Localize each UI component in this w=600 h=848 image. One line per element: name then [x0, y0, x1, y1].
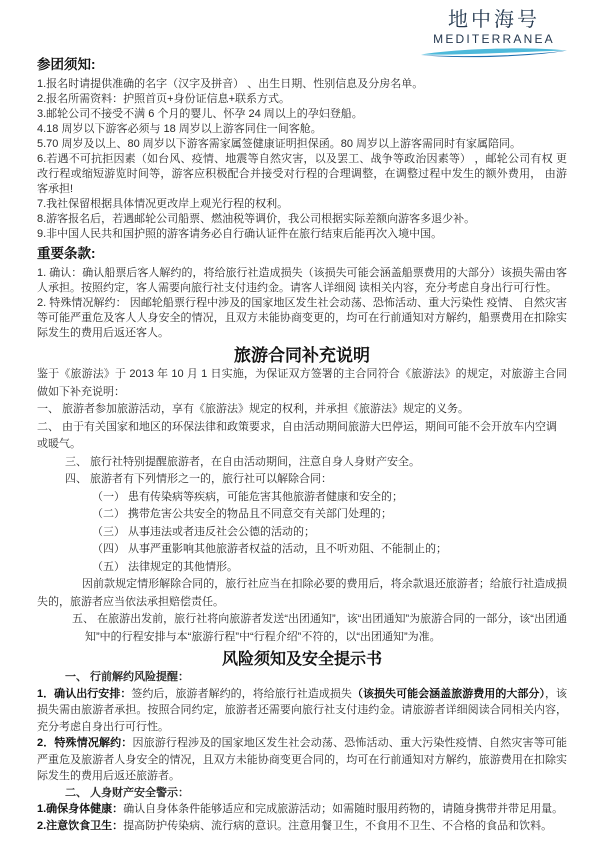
supplement-subitem-2: （二） 携带危害公共安全的物品且不同意交有关部门处理的；	[92, 508, 393, 520]
risk-title: 风险须知及安全提示书	[221, 651, 382, 668]
notice-item-2: 2.报名所需资料：护照首页+身份证信息+联系方式。	[37, 93, 291, 105]
risk-safety-2-text: 提高防护传染病、流行病的意识。注意用餐卫生，不食用不卫生、不合格的食品和饮料。	[123, 819, 553, 832]
notice-item-6: 6.若遇不可抗拒因素（如台风、疫情、地震等自然灾害，以及罢工、战争等政治因素等） ，邮轮公司有权 更改行程或缩短游览时间等，游客应积极配合并接受对行程的合理调整，在调整过程中发生的额外费用， 由游客承担!	[37, 153, 567, 195]
notice-item-4: 4.18 周岁以下游客必须与 18 周岁以上游客同住一间客舱。	[37, 123, 322, 135]
supplement-intro: 鉴于《旅游法》于 2013 年 10 月 1 日实施，为保证双方签署的主合同符合《旅游法》的规定，对旅游主合同做如下补充说明：	[37, 368, 567, 398]
logo-wave-icon	[419, 47, 569, 58]
notice-item-9: 9.非中国人民共和国护照的游客请务必自行确认证件在旅行结束后能再次入境中国。	[37, 228, 443, 240]
supplement-item-4-note: 因前款规定情形解除合同的，旅行社应当在扣除必要的费用后，将余款退还旅游者；给旅行社造成损失的，旅游者应当依法承担赔偿责任。	[37, 578, 567, 608]
notice-item-7: 7.我社保留根据具体情况更改岸上观光行程的权利。	[37, 198, 289, 210]
risk-item-1-label: 1．确认出行安排：	[37, 687, 132, 700]
risk-item-2	[37, 735, 567, 785]
brand-name-cn: 地中海号	[448, 9, 540, 31]
notice-item-3: 3.邮轮公司不接受不满 6 个月的婴儿、怀孕 24 周以上的孕妇登船。	[37, 108, 363, 120]
supplement-item-2: 二、 由于有关国家和地区的环保法律和政策要求，自由活动期间旅游大巴停运，期间可能不会开放车内空调或暖气。	[37, 420, 558, 450]
risk-item-1-text1: 签约后，旅游者解约的，将给旅行社造成损失	[131, 687, 352, 700]
notice-item-1: 1.报名时请提供准确的名字（汉字及拼音） 、出生日期、性别信息及分房名单。	[37, 78, 424, 90]
risk-item-1	[37, 686, 567, 736]
supplement-subitem-5: （五） 法律规定的其他情形。	[92, 560, 239, 573]
risk-item-1-bold: （该损失可能会涵盖旅游费用的大部分）	[351, 687, 545, 700]
risk-safety-1	[37, 801, 567, 818]
risk-item-1-text2: ，该损失需由旅游者承担。按照合同约定，旅游者还需要向旅行社支付违约金。请旅游者详细阅读合同相关内容，充分考虑自身出行可行性。	[37, 687, 567, 733]
terms-item-1: 1. 确认：确认船票后客人解约的，将给旅行社造成损失（该损失可能会涵盖船票费用的大部分）该损失需由客人承担。按照约定，客人需要向旅行社支付违约金。请客人详细阅 读相关内容，充分考虑自身出行可行性。	[37, 267, 567, 294]
brand-name-en: MEDITERRANEA	[433, 32, 555, 46]
supplement-subitem-4: （四） 从事严重影响其他旅游者权益的活动，且不听劝阻、不能制止的；	[92, 543, 448, 555]
terms-title: 重要条款:	[37, 246, 96, 261]
notice-item-8: 8.游客报名后，若遇邮轮公司船票、燃油税等调价，我公司根据实际差额向游客多退少补。	[37, 213, 476, 225]
risk-section1-title: 一、 行前解约风险提醒：	[65, 671, 190, 683]
risk-item-2-text: 因旅游行程涉及的国家地区发生社会动荡、恐怖活动、重大污染性疫情、自然灾害等可能严重危及旅游者人身安全的情况，且双方未能协商变更合同的，均可在行前通知对方解约，旅游费用在扣除实际发生的费用后返还旅游者。	[37, 737, 567, 782]
risk-safety-1-text: 确认自身体条件能够适应和完成旅游活动；如需随时服用药物的，请随身携带并带足用量。	[123, 803, 564, 815]
risk-safety-2	[37, 818, 567, 835]
risk-item-2-label: 2．特殊情况解约：	[37, 737, 133, 749]
terms-item-2: 2. 特殊情况解约： 因邮轮船票行程中涉及的国家地区发生社会动荡、恐怖活动、重大污染性 疫情、 自然灾害等可能严重危及客人人身安全的情况，且双方未能协商变更的，均可在行前通知对方解约，船票费用在扣除实际发生的费用后返还客人。	[37, 297, 567, 339]
notice-title: 参团须知:	[37, 57, 96, 72]
supplement-item-3: 三、 旅行社特别提醒旅游者，在自由活动期间，注意自身人身财产安全。	[65, 455, 421, 468]
supplement-title: 旅游合同补充说明	[234, 346, 370, 365]
supplement-item-4: 四、 旅游者有下列情形之一的，旅行社可以解除合同：	[65, 473, 333, 485]
notice-item-5: 5.70 周岁及以上、80 周岁以下游客需家属签健康证明担保函。80 周岁以上游客需同时有家属陪同。	[37, 138, 522, 150]
risk-safety-2-label: 2.注意饮食卫生：	[37, 819, 124, 832]
supplement-item-1: 一、 旅游者参加旅游活动，享有《旅游法》规定的权利，并承担《旅游法》规定的义务。	[37, 403, 470, 415]
supplement-item-5: 五、 在旅游出发前，旅行社将向旅游者发送“出团通知”，该“出团通知”为旅游合同的一部分，该“出团通知”中的行程安排与本“旅游行程”中“行程介绍”不符的，以“出团通知”为准。	[72, 613, 567, 643]
risk-safety-1-label: 1.确保身体健康：	[37, 803, 124, 815]
supplement-subitem-3: （三） 从事违法或者违反社会公德的活动的；	[92, 525, 316, 538]
brand-logo	[414, 9, 574, 58]
risk-section2-title: 二、 人身财产安全警示：	[65, 786, 190, 799]
supplement-subitem-1: （一） 患有传染病等疾病，可能危害其他旅游者健康和安全的；	[92, 490, 404, 503]
